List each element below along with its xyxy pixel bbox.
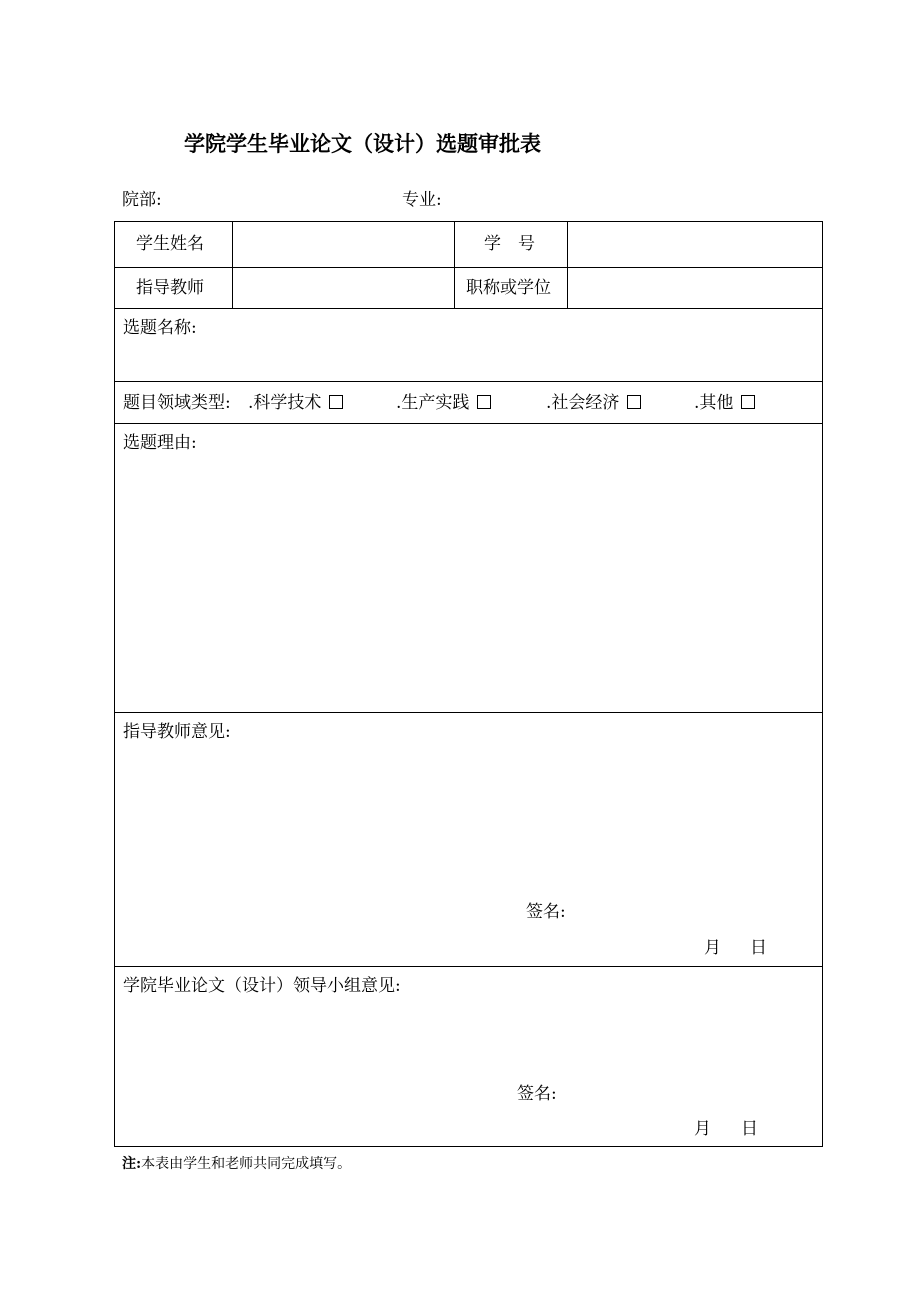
advisor-signature-label: 签名: (526, 902, 566, 922)
checkbox-icon[interactable] (477, 395, 491, 409)
domain-type-label: 题目领域类型: (123, 393, 231, 413)
advisor-field[interactable] (233, 268, 454, 308)
committee-day-label: 日 (741, 1119, 758, 1139)
domain-option-label: .社会经济 (546, 393, 620, 413)
advisor-title-label: 职称或学位 (466, 278, 551, 298)
row-divider (114, 712, 823, 713)
column-divider (454, 221, 455, 309)
domain-option-science[interactable] (248, 393, 343, 413)
page-title: 学院学生毕业论文（设计）选题审批表 (184, 132, 541, 156)
row-divider (114, 423, 823, 424)
domain-option-label: .科学技术 (248, 393, 322, 413)
student-name-field[interactable] (233, 222, 454, 267)
student-id-label: 学 号 (484, 234, 535, 254)
student-id-field[interactable] (568, 222, 822, 267)
table-border-bottom (114, 1146, 823, 1147)
domain-option-label: .生产实践 (396, 393, 470, 413)
row-divider (114, 966, 823, 967)
major-label: 专业: (402, 190, 442, 210)
table-border-left (114, 221, 115, 1147)
committee-month-label: 月 (694, 1119, 711, 1139)
checkbox-icon[interactable] (627, 395, 641, 409)
footnote-text: 本表由学生和老师共同完成填写。 (141, 1156, 352, 1172)
reason-label: 选题理由: (123, 433, 197, 453)
advisor-month-label: 月 (704, 938, 721, 958)
footnote (122, 1153, 351, 1173)
advisor-day-label: 日 (750, 938, 767, 958)
student-name-label: 学生姓名 (136, 234, 204, 254)
advisor-label: 指导教师 (136, 278, 204, 298)
domain-option-economy[interactable] (546, 393, 641, 413)
domain-option-other[interactable] (694, 393, 755, 413)
domain-option-label: .其他 (694, 393, 734, 413)
footnote-prefix: 注: (122, 1156, 142, 1172)
table-border-right (822, 221, 823, 1147)
checkbox-icon[interactable] (741, 395, 755, 409)
row-divider (114, 381, 823, 382)
advisor-title-field[interactable] (568, 268, 822, 308)
advisor-opinion-label: 指导教师意见: (123, 722, 231, 742)
committee-opinion-label: 学院毕业论文（设计）领导小组意见: (123, 976, 401, 996)
domain-option-production[interactable] (396, 393, 491, 413)
topic-name-label: 选题名称: (123, 318, 197, 338)
committee-signature-label: 签名: (517, 1084, 557, 1104)
approval-form-table (114, 221, 823, 1147)
row-divider (114, 308, 823, 309)
checkbox-icon[interactable] (329, 395, 343, 409)
department-label: 院部: (122, 190, 162, 210)
